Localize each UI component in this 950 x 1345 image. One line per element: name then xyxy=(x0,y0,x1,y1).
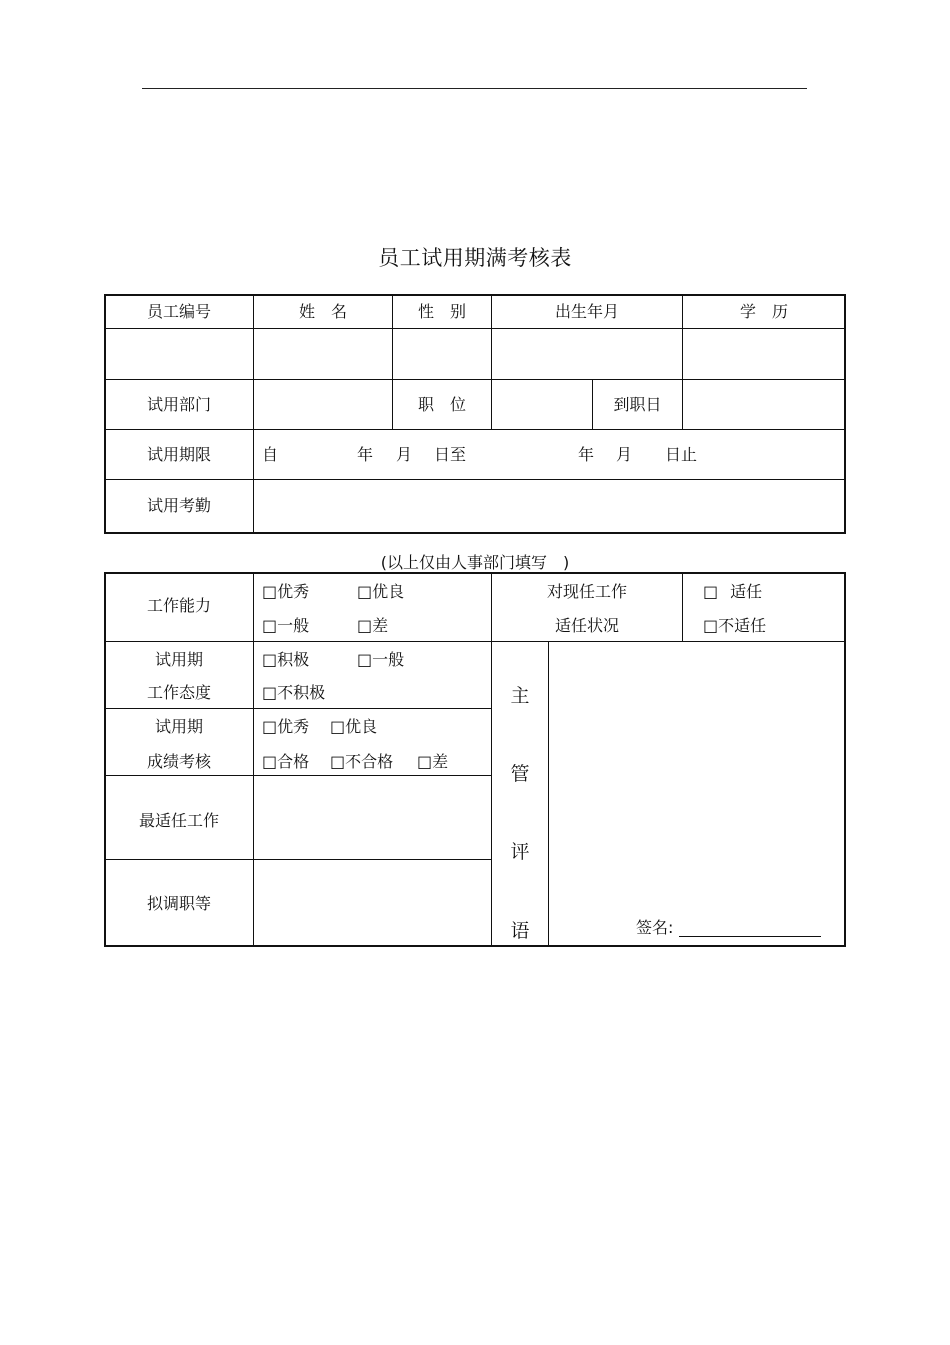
suitability-option-unsuitable[interactable]: □不适任 xyxy=(703,616,767,635)
period-day-end: 日止 xyxy=(665,445,698,464)
checkbox-icon[interactable]: □ xyxy=(262,582,278,601)
checkbox-icon[interactable]: □ xyxy=(357,616,373,635)
t2-row-line-3 xyxy=(105,775,492,776)
t2-col-line-1 xyxy=(253,573,254,945)
period-from: 自 xyxy=(262,445,279,464)
checkbox-icon[interactable]: □ xyxy=(417,752,433,771)
header-rule xyxy=(142,88,807,89)
t1-row-line-4 xyxy=(105,479,845,480)
suitability-label-line1: 对现任工作 xyxy=(546,582,627,601)
performance-option-excellent[interactable]: □优秀 xyxy=(262,717,310,736)
performance-option-fail[interactable]: □不合格 xyxy=(330,752,394,771)
suitability-option-suitable[interactable]: □ 适任 xyxy=(703,582,763,601)
period-year-1: 年 xyxy=(357,445,374,464)
suitability-label-line2: 适任状况 xyxy=(554,616,619,635)
t2-col-line-3 xyxy=(682,573,683,642)
trial-dept-label: 试用部门 xyxy=(146,395,211,414)
period-year-2: 年 xyxy=(578,445,595,464)
supervisor-char-1: 主 xyxy=(510,685,530,707)
gender-label: 性 别 xyxy=(417,302,466,321)
checkbox-icon[interactable]: □ xyxy=(357,650,373,669)
t1-row-line-2 xyxy=(105,379,845,380)
name-label: 姓 名 xyxy=(298,302,347,321)
performance-label-line2: 成绩考核 xyxy=(146,752,211,771)
t1-col-line-1 xyxy=(253,295,254,532)
join-date-label: 到职日 xyxy=(613,395,662,414)
transfer-grade-label: 拟调职等 xyxy=(146,894,211,913)
checkbox-icon[interactable]: □ xyxy=(330,717,346,736)
checkbox-icon[interactable]: □ xyxy=(703,582,719,601)
supervisor-char-2: 管 xyxy=(510,763,530,785)
t2-col-line-4 xyxy=(548,642,549,945)
t1-row-line-3 xyxy=(105,429,845,430)
checkbox-icon[interactable]: □ xyxy=(330,752,346,771)
hr-only-note: (以上仅由人事部门填写 ) xyxy=(380,553,570,572)
supervisor-char-4: 语 xyxy=(510,920,530,942)
ability-option-average[interactable]: □一般 xyxy=(262,616,310,635)
birth-label: 出生年月 xyxy=(554,302,619,321)
education-label: 学 历 xyxy=(739,302,788,321)
attendance-label: 试用考勤 xyxy=(146,496,211,515)
t2-row-line-1 xyxy=(105,641,845,642)
employee-no-label: 员工编号 xyxy=(146,302,211,321)
attitude-label-line1: 试用期 xyxy=(154,650,203,669)
period-month-2: 月 xyxy=(616,445,633,464)
checkbox-icon[interactable]: □ xyxy=(262,683,278,702)
page-title: 员工试用期满考核表 xyxy=(378,246,572,270)
performance-option-pass[interactable]: □合格 xyxy=(262,752,310,771)
performance-label-line1: 试用期 xyxy=(154,717,203,736)
ability-option-excellent[interactable]: □优秀 xyxy=(262,582,310,601)
attitude-option-average[interactable]: □一般 xyxy=(357,650,405,669)
performance-option-good[interactable]: □优良 xyxy=(330,717,378,736)
trial-period-label: 试用期限 xyxy=(146,445,211,464)
t2-row-line-2 xyxy=(105,708,492,709)
supervisor-char-3: 评 xyxy=(510,841,530,863)
t1-row-line-1 xyxy=(105,328,845,329)
t2-row-line-4 xyxy=(105,859,492,860)
best-job-label: 最适任工作 xyxy=(138,811,219,830)
ability-option-poor[interactable]: □差 xyxy=(357,616,389,635)
ability-label: 工作能力 xyxy=(146,596,211,615)
position-label: 职 位 xyxy=(417,395,466,414)
checkbox-icon[interactable]: □ xyxy=(703,616,719,635)
ability-option-good[interactable]: □优良 xyxy=(357,582,405,601)
attitude-option-positive[interactable]: □积极 xyxy=(262,650,310,669)
checkbox-icon[interactable]: □ xyxy=(262,616,278,635)
attitude-label-line2: 工作态度 xyxy=(146,683,211,702)
attitude-option-negative[interactable]: □不积极 xyxy=(262,683,326,702)
performance-option-poor[interactable]: □差 xyxy=(417,752,449,771)
period-day-to: 日至 xyxy=(434,445,467,464)
checkbox-icon[interactable]: □ xyxy=(262,752,278,771)
signature-line[interactable] xyxy=(679,936,821,937)
signature-label: 签名: xyxy=(636,918,674,937)
checkbox-icon[interactable]: □ xyxy=(357,582,373,601)
checkbox-icon[interactable]: □ xyxy=(262,650,278,669)
checkbox-icon[interactable]: □ xyxy=(262,717,278,736)
period-month-1: 月 xyxy=(396,445,413,464)
